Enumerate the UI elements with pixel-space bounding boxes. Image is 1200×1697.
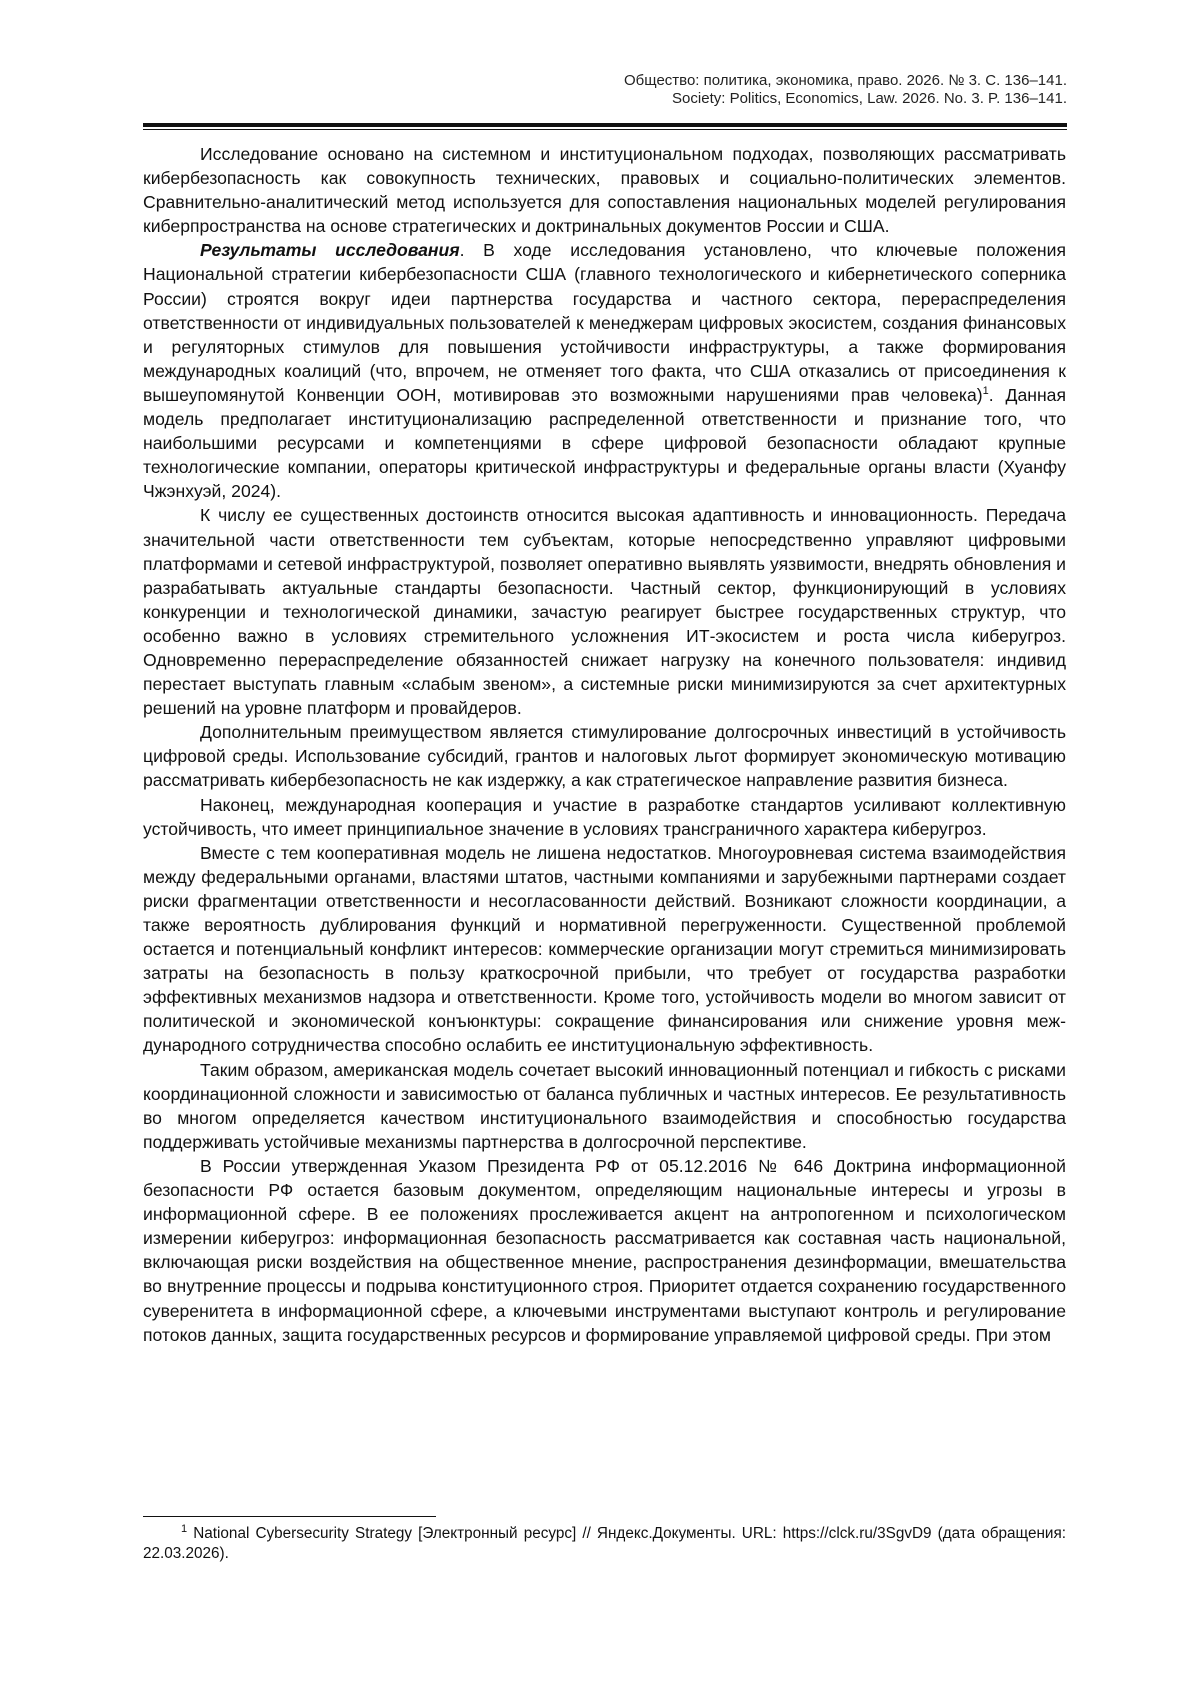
paragraph-investments: Дополнительным преимуществом является стимулирование долгосрочных инвестиций в устойчивость цифровой среды. Использование субсидий, грантов и налоговых льгот формирует экономическую мотивацию рассматривать кибербезопасность не как издержку, а как стратегическое направление развития бизнеса.	[143, 722, 1066, 791]
paragraph-advantages: К числу ее существенных достоинств относится высокая адаптивность и инновационность. Передача значительной части ответственности тем субъектам, которые непосредственно управляют цифровыми платформами и сетевой инфраструктурой, позволяет оперативно выявлять уязвимости, внедрять обновления и разрабатывать актуальные стандарты безопасности. Частный сектор, функционирующий в условиях конкуренции и технологической динамики, зачастую реагирует быстрее государственных структур, что особенно важно в условиях стремительного усложнения ИТ-экосистем и роста числа киберугроз. Одновременно перераспределение обязанностей снижает нагрузку на конечного пользователя: индивид перестает выступать главным «слабым звеном», а системные риски минимизируются за счет архитектурных решений на уровне платформ и провайдеров.	[143, 505, 1066, 719]
paragraph-russia-doctrine: В России утвержденная Указом Президента РФ от 05.12.2016 № 646 Доктрина информационной безопасности РФ остается базовым документом, определяющим национальные интересы и угрозы в информационной сфере. В ее положениях прослеживается акцент на антропогенном и психологическом измерении киберугроз: информационная безопасность рассматривается как составная часть национальной, включающая риски воздействия на общественное мнение, распространения дезинформации, вмешательства во внутренние процессы и подрыва конституционного строя. Приоритет отдается сохранению государственного суверенитета в информационной сфере, а ключевыми инструментами выступают контроль и регулирование потоков данных, защита государственных ресурсов и формирование управляемой цифровой среды. При этом	[143, 1155, 1066, 1345]
footnote-reference[interactable]: 1	[982, 385, 989, 398]
paragraph-drawbacks: Вместе с тем кооперативная модель не лишена недостатков. Многоуровневая система взаимодействия между федеральными органами, властями штатов, частными компаниями и зарубежными партнерами создает риски фрагментации ответственности и несогласованности действий. Возникают сложности координации, а также вероятность дублирования функций и нормативной перегруженности. Существенной проблемой остается и потенциальный конфликт интересов: коммерческие организации могут стремиться минимизировать затраты на безопасность в пользу краткосрочной прибыли, что требует от государства разработки эффективных механизмов надзора и ответственности. Кроме того, устойчивость модели во многом зависит от политической и экономической конъюнктуры: сокращение финансирования или снижение уровня международного сотрудничества способно ослабить ее институциональную эффективность.	[143, 842, 1066, 1056]
paragraph-results: Результаты исследования. В ходе исследования установлено, что ключевые положения Национальной стратегии кибербезопасности США (главного технологического и кибернетического соперника России) строятся вокруг идеи партнерства государства и частного сектора, перераспределения ответственности от индивидуальных пользователей к менеджерам цифровых экосистем, создания финансовых и регуляторных стимулов для повышения устойчивости инфраструктуры, а также формирования международных коалиций (что, впрочем, не отменяет того факта, что США отказались от присоединения к вышеупомянутой Конвенции ООН, мотивировав это возможными нарушениями прав человека)$^1$. Данная модель предполагает институционализацию распределенной ответственности и признание того, что наибольшими ресурсами и компетенциями в сфере цифровой безопасности обладают крупные технологические компании, операторы критической инфраструктуры и федеральные органы власти (Хуанфу Чжэнхуэй, 2024).	[143, 240, 1066, 502]
header-rule-thin	[143, 129, 1067, 130]
header-citation-en: Society: Politics, Economics, Law. 2026. No. 3. P. 136–141.	[672, 90, 1067, 107]
results-heading: Результаты исследования	[200, 240, 460, 261]
article-body	[143, 142, 1066, 1347]
paragraph-conclusion-us: Таким образом, американская модель сочетает высокий инновационный потенциал и гибкость с рисками координационной сложности и зависимостью от баланса публичных и частных интересов. Ее результативность во многом определяется качеством институционального взаимодействия и способностью государства поддерживать устойчивые механизмы партнерства в долгосрочной перспективе.	[143, 1059, 1066, 1152]
header-citation-ru: Общество: политика, экономика, право. 2026. № 3. С. 136–141.	[624, 72, 1067, 89]
footnote	[143, 1524, 1066, 1564]
paragraph-cooperation: Наконец, международная кооперация и участие в разработке стандартов усиливают коллективную устойчивость, что имеет принципиальное значение в условиях трансграничного характера киберугроз.	[143, 794, 1066, 839]
paragraph-methods: Исследование основано на системном и институциональном подходах, позволяющих рассматривать кибербезопасность как совокупность технических, правовых и социально-политических элементов. Сравнительно-аналитический метод используется для сопоставления национальных моделей регулирования киберпространства на основе стратегических и доктринальных документов России и США.	[143, 144, 1066, 237]
footnote-text: National Cybersecurity Strategy [Электронный ресурс] // Яндекс.Документы. URL: https://clck.ru/3SgvD9 (дата обращения: 22.03.2026).	[143, 1525, 1066, 1562]
footnote-separator	[143, 1516, 436, 1517]
running-header	[624, 72, 1067, 108]
footnote-marker: 1	[181, 1522, 188, 1535]
header-rule-thick	[143, 123, 1067, 127]
